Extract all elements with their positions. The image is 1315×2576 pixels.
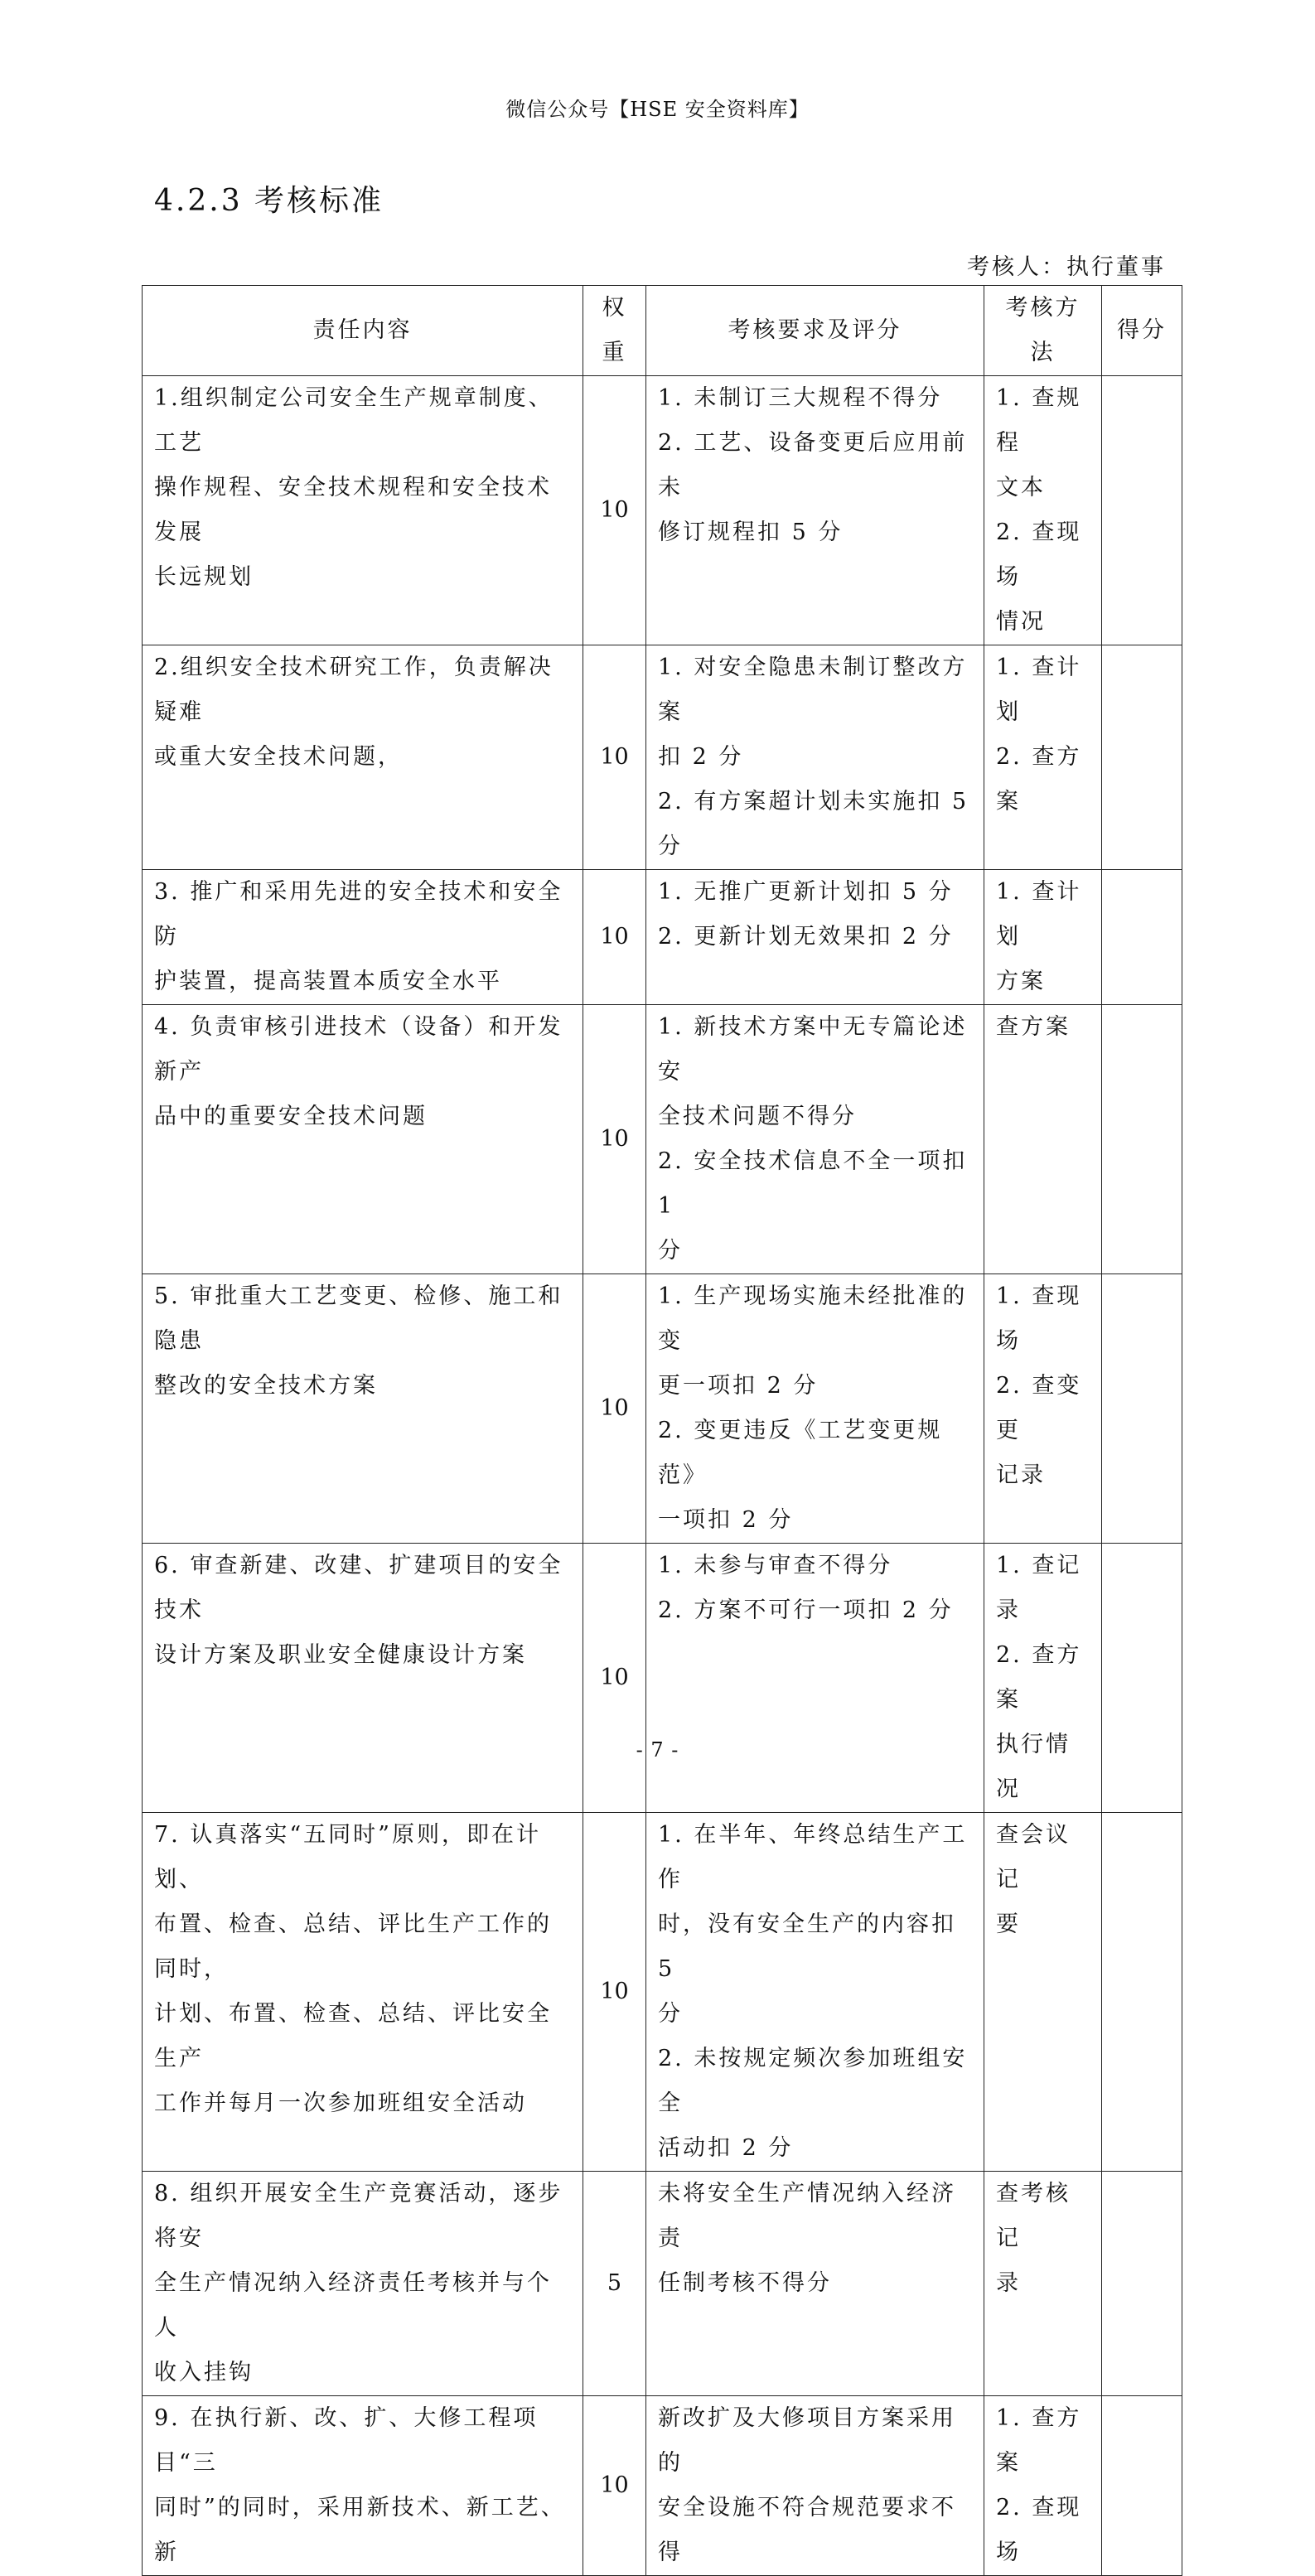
column-header-content: 责任内容 [143, 286, 583, 376]
method-cell-line: 要 [996, 1911, 1021, 1937]
method-cell [984, 376, 1102, 645]
score-cell[interactable] [1102, 376, 1182, 645]
weight-cell: 10 [583, 376, 646, 645]
method-cell-line: 执行情况 [996, 1732, 1071, 1802]
method-cell [984, 2172, 1102, 2396]
score-cell[interactable] [1102, 2396, 1182, 2576]
requirement-cell-line: 全技术问题不得分 [658, 1104, 857, 1129]
table-row [143, 2396, 1182, 2576]
responsibility-cell [143, 1005, 583, 1274]
method-cell-line: 1. 查计划 [996, 879, 1082, 950]
requirement-cell [646, 1544, 984, 1813]
weight-cell: 10 [583, 1544, 646, 1813]
method-cell [984, 1544, 1102, 1813]
method-cell-line: 1. 查方案 [996, 2405, 1082, 2476]
responsibility-cell-line: 收入挂钩 [154, 2360, 254, 2385]
column-header-score: 得分 [1102, 286, 1182, 376]
requirement-cell [646, 376, 984, 645]
responsibility-cell-line: 工作并每月一次参加班组安全活动 [154, 2090, 527, 2116]
responsibility-cell-line: 2.组织安全技术研究工作，负责解决疑难 [154, 655, 554, 725]
score-cell[interactable] [1102, 645, 1182, 870]
method-cell-line: 2. 查现场 [996, 520, 1082, 590]
table-row [143, 1544, 1182, 1813]
table-row [143, 376, 1182, 645]
method-cell-line: 1. 查记录 [996, 1553, 1082, 1623]
requirement-cell-line: 1. 生产现场实施未经批准的变 [658, 1283, 968, 1354]
requirement-cell-line: 分 [658, 2001, 683, 2027]
method-cell-line: 1. 查计划 [996, 655, 1082, 725]
responsibility-cell [143, 1544, 583, 1813]
page-header: 微信公众号【HSE 安全资料库】 [505, 98, 810, 121]
requirement-cell-line: 2. 更新计划无效果扣 2 分 [658, 924, 954, 950]
method-cell [984, 2396, 1102, 2576]
weight-cell: 5 [583, 2172, 646, 2396]
requirement-cell-line: 1. 无推广更新计划扣 5 分 [658, 879, 954, 905]
requirement-cell-line: 1. 未制订三大规程不得分 [658, 385, 943, 411]
responsibility-cell-line: 5. 审批重大工艺变更、检修、施工和隐患 [154, 1283, 563, 1354]
reviewer-label: 考核人：执行董事 [967, 254, 1166, 280]
table-row [143, 1813, 1182, 2172]
method-cell [984, 645, 1102, 870]
responsibility-cell-line: 护装置，提高装置本质安全水平 [154, 969, 502, 994]
responsibility-cell-line: 或重大安全技术问题， [154, 744, 403, 770]
weight-cell: 10 [583, 1005, 646, 1274]
requirement-cell-line: 时，没有安全生产的内容扣 5 [658, 1911, 956, 1982]
requirement-cell [646, 870, 984, 1005]
requirement-cell [646, 1274, 984, 1544]
responsibility-cell-line: 整改的安全技术方案 [154, 1373, 378, 1399]
method-cell-line: 1. 查规程 [996, 385, 1082, 456]
table-row [143, 1005, 1182, 1274]
responsibility-cell-line: 6. 审查新建、改建、扩建项目的安全技术 [154, 1553, 563, 1623]
table-header-row [143, 286, 1182, 376]
page-number: - 7 - [636, 1738, 679, 1762]
table-row [143, 870, 1182, 1005]
responsibility-cell [143, 1813, 583, 2172]
score-cell[interactable] [1102, 2172, 1182, 2396]
assessment-table [142, 285, 1182, 2576]
responsibility-cell-line: 9. 在执行新、改、扩、大修工程项目“三 [154, 2405, 539, 2476]
score-cell[interactable] [1102, 870, 1182, 1005]
method-cell-line: 2. 查方案 [996, 1642, 1082, 1713]
responsibility-cell-line: 长远规划 [154, 564, 254, 590]
method-cell-line: 方案 [996, 969, 1046, 994]
responsibility-cell-line: 布置、检查、总结、评比生产工作的同时， [154, 1911, 552, 1982]
responsibility-cell-line: 品中的重要安全技术问题 [154, 1104, 428, 1129]
requirement-cell-line: 扣 2 分 [658, 744, 744, 770]
table-row [143, 2172, 1182, 2396]
method-cell-line: 录 [996, 2270, 1021, 2296]
method-cell-line: 2. 查变更 [996, 1373, 1082, 1443]
score-cell[interactable] [1102, 1544, 1182, 1813]
requirement-cell-line: 新改扩及大修项目方案采用的 [658, 2405, 956, 2476]
requirement-cell-line: 一项扣 2 分 [658, 1507, 794, 1533]
method-cell [984, 1813, 1102, 2172]
requirement-cell-line: 2. 安全技术信息不全一项扣 1 [658, 1148, 968, 1219]
requirement-cell-line: 修订规程扣 5 分 [658, 520, 844, 545]
method-cell-line: 记录 [996, 1462, 1046, 1488]
weight-cell: 10 [583, 645, 646, 870]
method-cell [984, 1274, 1102, 1544]
requirement-cell-line: 任制考核不得分 [658, 2270, 832, 2296]
requirement-cell-line: 2. 未按规定频次参加班组安全 [658, 2046, 968, 2116]
method-cell-line: 查会议记 [996, 1822, 1071, 1892]
responsibility-cell [143, 2396, 583, 2576]
responsibility-cell-line: 1.组织制定公司安全生产规章制度、工艺 [154, 385, 554, 456]
responsibility-cell [143, 870, 583, 1005]
method-cell-line: 1. 查现场 [996, 1283, 1082, 1354]
responsibility-cell-line: 全生产情况纳入经济责任考核并与个人 [154, 2270, 552, 2341]
responsibility-cell-line: 同时”的同时，采用新技术、新工艺、新 [154, 2495, 566, 2565]
column-header-requirement: 考核要求及评分 [646, 286, 984, 376]
column-header-weight: 权重 [583, 286, 646, 376]
section-title: 4.2.3 考核标准 [154, 184, 384, 218]
weight-cell: 10 [583, 2396, 646, 2576]
responsibility-cell-line: 操作规程、安全技术规程和安全技术发展 [154, 475, 552, 545]
score-cell[interactable] [1102, 1274, 1182, 1544]
table-row [143, 645, 1182, 870]
method-cell-line: 查考核记 [996, 2181, 1071, 2251]
responsibility-cell-line: 计划、布置、检查、总结、评比安全生产 [154, 2001, 552, 2071]
column-header-method: 考核方法 [984, 286, 1102, 376]
weight-cell: 10 [583, 870, 646, 1005]
requirement-cell-line: 更一项扣 2 分 [658, 1373, 819, 1399]
requirement-cell-line: 2. 变更违反《工艺变更规范》 [658, 1418, 943, 1488]
method-cell-line: 2. 查现场 [996, 2495, 1082, 2565]
requirement-cell-line: 2. 工艺、设备变更后应用前未 [658, 430, 968, 500]
requirement-cell-line: 分 [658, 1238, 683, 1264]
score-cell[interactable] [1102, 1813, 1182, 2172]
requirement-cell-line: 1. 在半年、年终总结生产工作 [658, 1822, 968, 1892]
method-cell-line: 文本 [996, 475, 1046, 500]
requirement-cell-line: 1. 未参与审查不得分 [658, 1553, 893, 1578]
method-cell [984, 870, 1102, 1005]
responsibility-cell-line: 8. 组织开展安全生产竞赛活动，逐步将安 [154, 2181, 563, 2251]
requirement-cell [646, 1005, 984, 1274]
requirement-cell [646, 2396, 984, 2576]
responsibility-cell [143, 1274, 583, 1544]
responsibility-cell [143, 645, 583, 870]
method-cell-line: 情况 [996, 609, 1046, 635]
requirement-cell [646, 2172, 984, 2396]
requirement-cell-line: 2. 有方案超计划未实施扣 5 分 [658, 789, 969, 859]
responsibility-cell-line: 4. 负责审核引进技术（设备）和开发新产 [154, 1014, 563, 1085]
requirement-cell-line: 未将安全生产情况纳入经济责 [658, 2181, 956, 2251]
responsibility-cell-line: 设计方案及职业安全健康设计方案 [154, 1642, 527, 1668]
requirement-cell-line: 活动扣 2 分 [658, 2135, 794, 2161]
requirement-cell-line: 安全设施不符合规范要求不得 [658, 2495, 956, 2565]
responsibility-cell-line: 7. 认真落实“五同时”原则，即在计划、 [154, 1822, 541, 1892]
method-cell-line: 查方案 [996, 1014, 1071, 1040]
requirement-cell-line: 1. 对安全隐患未制订整改方案 [658, 655, 968, 725]
requirement-cell [646, 1813, 984, 2172]
requirement-cell [646, 645, 984, 870]
method-cell-line: 2. 查方案 [996, 744, 1082, 814]
table-row [143, 1274, 1182, 1544]
responsibility-cell [143, 2172, 583, 2396]
weight-cell: 10 [583, 1274, 646, 1544]
responsibility-cell [143, 376, 583, 645]
score-cell[interactable] [1102, 1005, 1182, 1274]
method-cell [984, 1005, 1102, 1274]
table-body [143, 376, 1182, 2576]
weight-cell: 10 [583, 1813, 646, 2172]
responsibility-cell-line: 3. 推广和采用先进的安全技术和安全防 [154, 879, 563, 950]
requirement-cell-line: 1. 新技术方案中无专篇论述安 [658, 1014, 968, 1085]
requirement-cell-line: 2. 方案不可行一项扣 2 分 [658, 1597, 954, 1623]
